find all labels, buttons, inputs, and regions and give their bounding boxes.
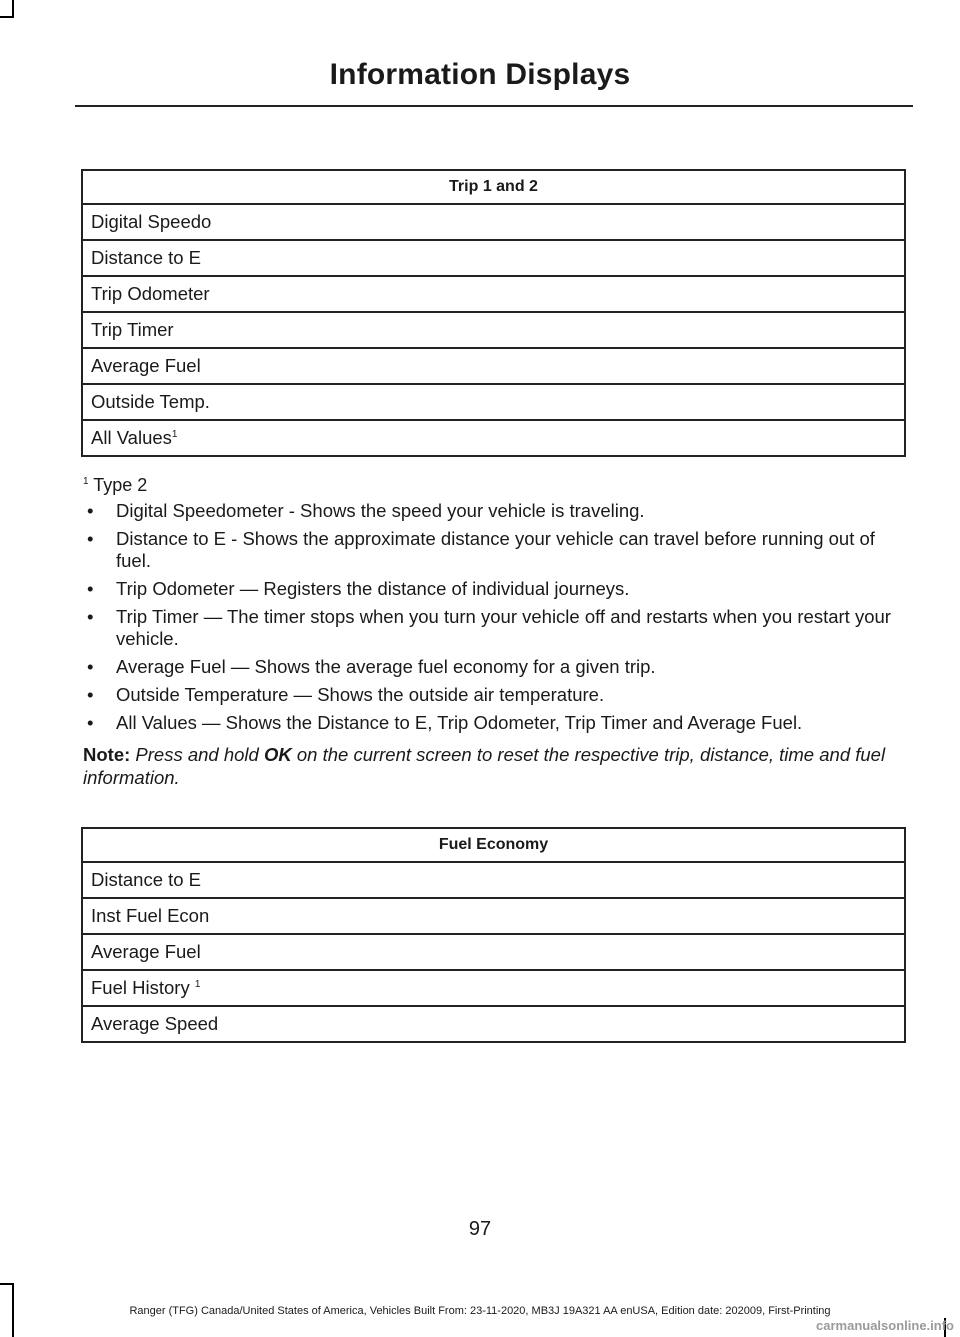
fuel-table-heading: Fuel Economy <box>82 828 905 862</box>
bullet-text: Average Fuel — Shows the average fuel economy for a given trip. <box>116 656 656 677</box>
fuel-table-cell <box>82 898 905 934</box>
trip-table-cell <box>82 312 905 348</box>
footnote <box>83 475 147 496</box>
bullet-text: Trip Odometer — Registers the distance of individual journeys. <box>116 578 630 599</box>
fuel-table-body <box>82 862 905 1042</box>
fuel-table-row <box>82 934 905 970</box>
fuel-table-row <box>82 862 905 898</box>
bullet-glyph: • <box>87 656 94 677</box>
fuel-table-label: Average Speed <box>91 1013 219 1034</box>
fuel-table-row <box>82 898 905 934</box>
trip-table-label: Average Fuel <box>91 355 201 376</box>
bullet-text: Distance to E - Shows the approximate distance your vehicle can travel before running out of fuel. <box>116 528 875 571</box>
bullet-glyph: • <box>87 528 94 549</box>
bullet-text: Trip Timer — The timer stops when you turn your vehicle off and restarts when you restart your vehicle. <box>116 606 891 649</box>
bullet-glyph: • <box>87 606 94 627</box>
trip-table-label: Outside Temp. <box>91 391 210 412</box>
note-ok-keyword: OK <box>263 744 292 765</box>
trip-table-cell <box>82 204 905 240</box>
bullet-glyph: • <box>87 684 94 705</box>
trip-table-footnote-marker: 1 <box>171 428 178 440</box>
fuel-table-row <box>82 1006 905 1042</box>
trip-table-row <box>82 420 905 456</box>
trip-table-row <box>82 312 905 348</box>
bullet-item <box>83 528 908 572</box>
watermark: carmanualsonline.info <box>816 1318 954 1333</box>
trip-table-cell <box>82 384 905 420</box>
trip-table-label: Trip Odometer <box>91 283 210 304</box>
page-title: Information Displays <box>329 58 631 91</box>
trip-table-label: Trip Timer <box>91 319 174 340</box>
footnote-marker: 1 <box>83 476 89 487</box>
note-text-after: on the current screen to reset the respective trip, distance, time and fuel information. <box>83 744 886 788</box>
note-label: Note: <box>83 744 131 765</box>
fuel-table-footnote-marker: 1 <box>194 978 201 990</box>
trip-table-heading: Trip 1 and 2 <box>82 170 905 204</box>
fuel-table-cell <box>82 934 905 970</box>
fuel-table-label: Distance to E <box>91 869 202 890</box>
footer-edition-info: Ranger (TFG) Canada/United States of America, Vehicles Built From: 23-11-2020, MB3J 19A321 AA enUSA, Edition date: 202009, First-Printing <box>129 1305 831 1317</box>
footnote-text: Type 2 <box>88 475 148 495</box>
bullet-glyph: • <box>87 712 94 733</box>
fuel-table-row <box>82 970 905 1006</box>
bullet-item <box>83 606 908 650</box>
bullet-item <box>83 500 908 522</box>
feature-bullet-list <box>83 500 908 740</box>
page-number: 97 <box>468 1218 492 1240</box>
trip-table-label: Distance to E <box>91 247 202 268</box>
fuel-table-cell <box>82 862 905 898</box>
bullet-glyph: • <box>87 578 94 599</box>
fuel-table-label: Average Fuel <box>91 941 201 962</box>
trip-table-row <box>82 240 905 276</box>
trip-table-cell <box>82 348 905 384</box>
bullet-item <box>83 712 908 734</box>
bullet-item <box>83 656 908 678</box>
trip-table-label: All Values <box>91 427 172 448</box>
fuel-table-label: Inst Fuel Econ <box>91 905 210 926</box>
bullet-text: Digital Speedometer - Shows the speed your vehicle is traveling. <box>116 500 645 521</box>
bullet-glyph: • <box>87 500 94 521</box>
trip-table-cell <box>82 276 905 312</box>
trip-table-cell <box>82 420 905 456</box>
note-paragraph <box>83 743 908 789</box>
bullet-text: All Values — Shows the Distance to E, Trip Odometer, Trip Timer and Average Fuel. <box>116 712 803 733</box>
trip-table-row <box>82 204 905 240</box>
fuel-table-cell <box>82 1006 905 1042</box>
bullet-text: Outside Temperature — Shows the outside air temperature. <box>116 684 605 705</box>
trip-table-body <box>82 204 905 456</box>
trip-table-cell <box>82 240 905 276</box>
bullet-item <box>83 684 908 706</box>
trip-table-row <box>82 276 905 312</box>
crop-mark-bottom-left-h <box>0 1283 14 1285</box>
note-text-before: Press and hold <box>130 744 264 765</box>
crop-mark-top-left-h <box>0 16 14 18</box>
bullet-item <box>83 578 908 600</box>
trip-table-row <box>82 384 905 420</box>
header-divider <box>75 105 913 107</box>
fuel-table-label: Fuel History <box>91 977 195 998</box>
trip-table-row <box>82 348 905 384</box>
trip-table <box>81 169 906 457</box>
trip-table-label: Digital Speedo <box>91 211 212 232</box>
fuel-economy-table <box>81 827 906 1043</box>
fuel-table-cell <box>82 970 905 1006</box>
